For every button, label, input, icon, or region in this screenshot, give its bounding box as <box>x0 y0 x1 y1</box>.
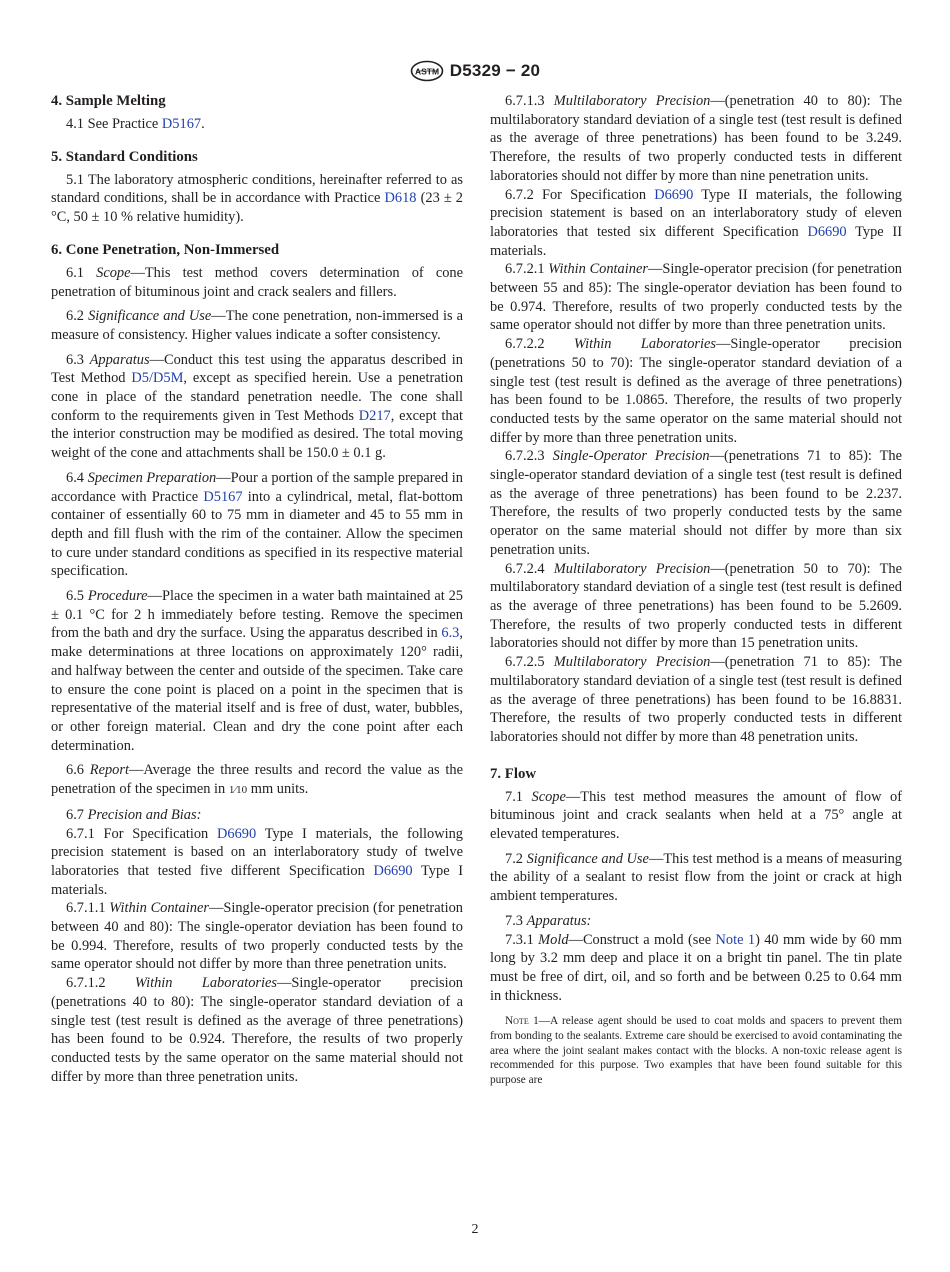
paragraph-6-4: 6.4 Specimen Preparation—Pour a portion of the sample prepared in accordance with Practice D5167 into a cylindrical, metal, flat-bottom container of essentially 60 to 75 mm in diameter and 45 to 55 mm in depth and fill flush with the rim of the container. Allow the specimen to cure under standard conditions as specified in its respective material specification. <box>51 469 464 580</box>
section-4-heading: 4. Sample Melting <box>51 93 166 109</box>
paragraph-7-1: 7.1 Scope—This test method measures the amount of flow of bituminous joint and crack sealants when held at a 75° angle at elevated temperatures. <box>490 788 902 843</box>
paragraph-6-7-2-1: 6.7.2.1 Within Container—Single-operator precision (for penetration between 55 and 85): The single-operator deviation has been found to be 0.974. Therefore, results of two properly conducted tests by the same operator should not differ by more than three penetration units. <box>490 261 903 334</box>
link-d5-d5m[interactable]: D5/D5M <box>131 370 184 387</box>
paragraph-6-7-1-2: 6.7.1.2 Within Laboratories—Single-operator precision (penetrations 40 to 80): The single-operator standard deviation of a single test (test result is defined as the average of three penetrations) has been found to be 0.924. Therefore, the results of two properly conducted tests by the same operator on the same material should not differ by more than three penetration units. <box>51 975 464 1085</box>
right-column <box>490 92 902 1087</box>
section-5-heading: 5. Standard Conditions <box>51 148 198 165</box>
note-1: Note 1—A release agent should be used to coat molds and spacers to prevent them from bonding to the sealants. Extreme care should be exercised to avoid contaminating the area where the joint sealant makes contact with the blocks. A non-toxic release agent is recommended for this purpose. Two examples that have been found suitable for this purpose are <box>490 1015 902 1086</box>
link-d6690[interactable]: D6690 <box>807 223 847 240</box>
paragraph-6-2: 6.2 Significance and Use—The cone penetration, non-immersed is a measure of consistency. Higher values indicate a softer consistency. <box>51 308 463 343</box>
paragraph-7-3-1: 7.3.1 Mold—Construct a mold (see Note 1) 40 mm wide by 60 mm long by 3.2 mm deep and place it on a bright tin panel. The tin plate must be free of dirt, oil, and so forth and be between 0.25 to 0.64 mm in thickness. <box>490 931 902 1004</box>
note-label: Note 1 <box>505 1015 539 1028</box>
section-6-heading: 6. Cone Penetration, Non-Immersed <box>51 241 280 258</box>
paragraph-6-7-2-5: 6.7.2.5 Multilaboratory Precision—(penetration 71 to 85): The multilaboratory standard deviation of a single test (test result is defined as the average of three penetrations) has been found to be 16.8831. Therefore, the results of two properly conducted tests in different laboratories should not differ by more than 48 penetration units. <box>490 654 903 745</box>
paragraph-6-3: 6.3 Apparatus—Conduct this test using the apparatus described in Test Method D5/D5M, except as specified herein. Use a penetration cone in place of the standard penetration needle. The cone shall conform to the requirements given in Test Methods D217, except that the interior construction may be modified as desired. The total moving weight of the cone and attachments shall be 150.0 ± 0.1 g. <box>51 351 464 462</box>
link-section-6-3[interactable]: 6.3 <box>441 625 460 642</box>
paragraph-7-2: 7.2 Significance and Use—This test method is a means of measuring the ability of a sealant to resist flow from the joint or crack at high ambient temperatures. <box>490 850 903 905</box>
astm-logo-text: ASTM <box>414 66 439 77</box>
paragraph-6-5: 6.5 Procedure—Place the specimen in a water bath maintained at 25 ± 0.1 °C for 2 h immediately before testing. Remove the specimen from the bath and dry the surface. Using the apparatus described in 6.3, make determinations at three locations on approximately 120° radii, and halfway between the center and outside of the specimen. Take care to ensure the cone point is placed on a point in the specimen that is representative of the material itself and is free of dust, water, bubbles, or other foreign material. Clean and dry the cone point after each determination. <box>51 588 463 754</box>
link-d5167[interactable]: D5167 <box>161 116 202 132</box>
link-d6690[interactable]: D6690 <box>217 825 257 842</box>
paragraph-6-6: 6.6 Report—Average the three results and record the value as the penetration of the specimen in 1⁄10 mm units. <box>51 762 463 798</box>
section-7-heading: 7. Flow <box>490 765 537 782</box>
link-d618[interactable]: D618 <box>384 190 417 207</box>
link-d217[interactable]: D217 <box>358 407 391 424</box>
paragraph-5-1: 5.1 The laboratory atmospheric conditions, hereinafter referred to as standard conditions, shall be in accordance with Practice D618 (23 ± 2 °C, 50 ± 10 % relative humidity). <box>51 171 464 226</box>
paragraph-6-7-1: 6.7.1 For Specification D6690 Type I materials, the following precision statement is based on an interlaboratory study of twelve laboratories that tested five different Specification D6690 Type I materials. <box>51 825 464 898</box>
paragraph-4-1: 4.1 See Practice D5167. <box>66 116 205 132</box>
paragraph-6-7-1-1: 6.7.1.1 Within Container—Single-operator precision (for penetration between 40 and 80): The single-operator deviation has been found to be 0.994. Therefore, results of two properly conducted tests by the same operator should not differ by more than three penetration units. <box>51 900 464 973</box>
fraction-one-tenth: 1⁄10 <box>228 784 248 797</box>
paragraph-7-3: 7.3 Apparatus: <box>505 912 592 929</box>
astm-logo-icon <box>410 60 444 82</box>
link-d6690[interactable]: D6690 <box>654 186 694 203</box>
document-designation: D5329 − 20 <box>449 61 541 80</box>
page-header <box>0 58 950 84</box>
page-number: 2 <box>471 1222 479 1237</box>
link-d5167[interactable]: D5167 <box>203 488 243 505</box>
paragraph-6-7-2-2: 6.7.2.2 Within Laboratories—Single-operator precision (penetrations 50 to 70): The single-operator standard deviation of a single test (test result is defined as the average of three penetrations) has been found to be 1.0865. Therefore, the results of two properly conducted tests by the same operator on the same material should not differ by more than three penetration units. <box>490 336 903 446</box>
link-d6690[interactable]: D6690 <box>373 862 413 879</box>
paragraph-6-7: 6.7 Precision and Bias: <box>66 806 202 823</box>
left-column <box>51 92 463 1086</box>
paragraph-6-7-2: 6.7.2 For Specification D6690 Type II materials, the following precision statement is based on an interlaboratory study of eleven laboratories that tested six different Specification D6690 Type II materials. <box>490 186 902 259</box>
link-note-1[interactable]: Note 1 <box>715 931 756 948</box>
paragraph-6-7-2-3: 6.7.2.3 Single-Operator Precision—(penetrations 71 to 85): The single-operator standard deviation of a single test (test result is defined as the average of three penetrations) has been found to be 2.237. Therefore, the results of two properly conducted tests by the same operator on the same material should not differ by more than six penetration units. <box>490 448 903 558</box>
paragraph-6-7-2-4: 6.7.2.4 Multilaboratory Precision—(penetration 50 to 70): The multilaboratory standard deviation of a single test (test result is defined as the average of three penetrations) has been found to be 5.2609. Therefore, the results of two properly conducted tests in different laboratories should not differ by more than 15 penetration units. <box>490 560 903 652</box>
paragraph-6-7-1-3: 6.7.1.3 Multilaboratory Precision—(penetration 40 to 80): The multilaboratory standard deviation of a single test (test result is defined as the average of three penetrations) has been found to be 3.249. Therefore, the results of two properly conducted tests in different laboratories should not differ by more than nine penetration units. <box>490 93 903 184</box>
paragraph-6-1: 6.1 Scope—This test method covers determination of cone penetration of bituminous joint and crack sealers and fillers. <box>51 264 464 300</box>
